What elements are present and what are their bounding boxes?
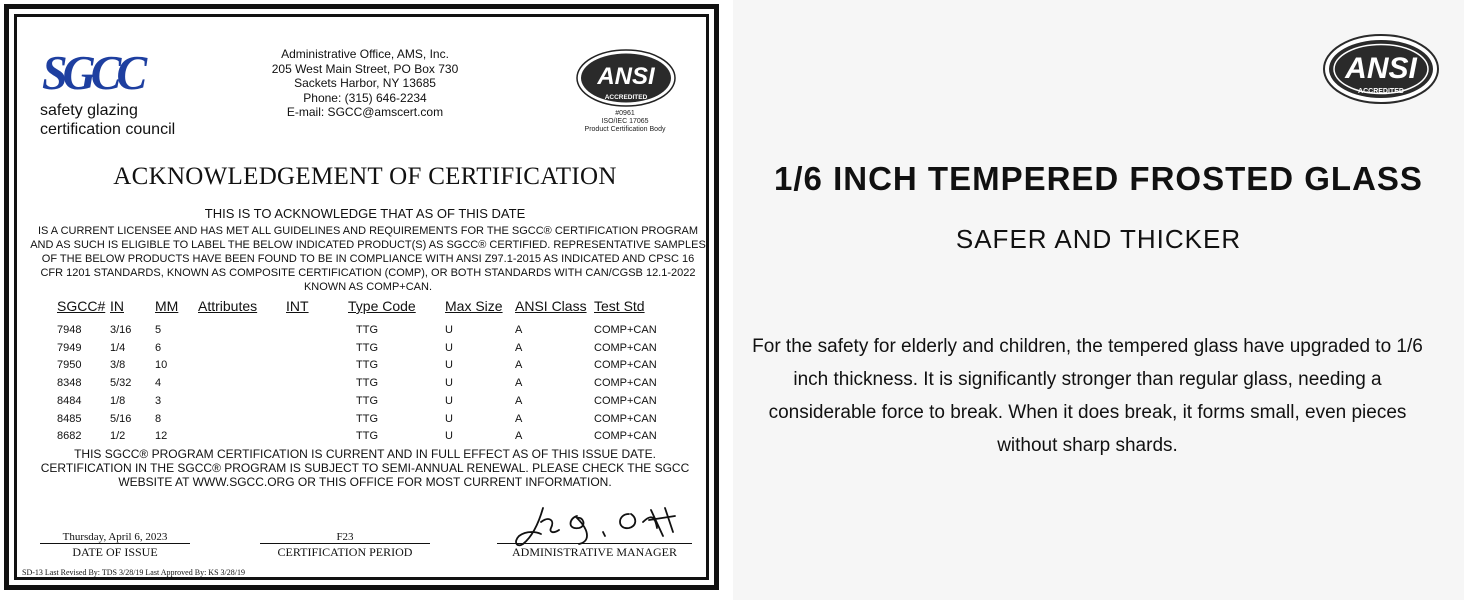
table-cell-test-standard: COMP+CAN: [594, 324, 657, 336]
table-header-max-size: Max Size: [445, 298, 503, 314]
table-cell-mm-thickness: 5: [155, 324, 162, 336]
ansi-caption-line: #0961: [615, 110, 635, 117]
table-cell-mm-thickness: 8: [155, 412, 162, 425]
table-cell-max-size: U: [445, 394, 453, 407]
table-cell-ansi-class: A: [515, 412, 523, 425]
table-header-attributes: Attributes: [198, 298, 258, 314]
certificate-intro-heading: THIS IS TO ACKNOWLEDGE THAT AS OF THIS DATE: [204, 206, 526, 221]
table-cell-sgcc-number: 7949: [57, 341, 82, 354]
table-cell-sgcc-number: 8682: [57, 430, 82, 443]
table-cell-mm-thickness: 4: [155, 377, 162, 390]
issue-date-label: DATE OF ISSUE: [72, 545, 158, 559]
ansi-accredited-badge-large: [1322, 33, 1440, 105]
certification-period-value: F23: [336, 531, 354, 543]
table-cell-max-size: U: [445, 412, 453, 425]
table-cell-mm-thickness: 6: [155, 341, 162, 354]
ansi-accredited-badge: [576, 49, 676, 107]
manager-label: ADMINISTRATIVE MANAGER: [512, 545, 677, 559]
table-cell-max-size: U: [445, 377, 453, 390]
office-line: 205 West Main Street, PO Box 730: [271, 61, 459, 76]
ansi-badge-caption: [575, 110, 675, 134]
table-cell-inch-thickness: 1/4: [110, 341, 126, 354]
ansi-caption-line: ISO/IEC 17065: [601, 118, 649, 125]
table-cell-mm-thickness: 3: [155, 394, 162, 407]
table-cell-inch-thickness: 5/32: [110, 377, 132, 390]
svg-text:ANSI: ANSI: [1345, 52, 1417, 85]
table-cell-test-standard: COMP+CAN: [594, 377, 657, 390]
table-cell-type-code: TTG: [356, 359, 378, 372]
product-subtitle: SAFER AND THICKER: [955, 224, 1242, 254]
table-cell-test-standard: COMP+CAN: [594, 412, 657, 425]
table-cell-sgcc-number: 8484: [57, 394, 82, 407]
table-cell-max-size: U: [445, 324, 453, 336]
table-cell-sgcc-number: 7950: [57, 359, 82, 372]
table-cell-test-standard: COMP+CAN: [594, 341, 657, 354]
table-cell-ansi-class: A: [515, 394, 523, 407]
table-cell-sgcc-number: 8348: [57, 377, 82, 390]
table-cell-inch-thickness: 3/8: [110, 359, 126, 372]
table-header-mm: MM: [155, 298, 179, 314]
table-cell-max-size: U: [445, 341, 453, 354]
certificate-title: ACKNOWLEDGEMENT OF CERTIFICATION: [113, 163, 617, 190]
table-cell-max-size: U: [445, 359, 453, 372]
table-cell-mm-thickness: 10: [155, 359, 168, 372]
table-cell-inch-thickness: 1/8: [110, 394, 126, 407]
table-cell-test-standard: COMP+CAN: [594, 394, 657, 407]
office-line: Administrative Office, AMS, Inc.: [281, 47, 449, 61]
certification-period-line: [260, 543, 430, 544]
table-cell-type-code: TTG: [356, 412, 378, 425]
sgcc-subtitle-line2: certification council: [40, 121, 176, 138]
product-description: For the safety for elderly and children, the tempered glass have upgraded to 1/6 inch thickness. It is significantly stronger than regular glass, needing a considerable force to break. When it does break, it forms small, even pieces without sharp shards.: [752, 336, 1423, 456]
svg-text:ANSI: ANSI: [597, 63, 655, 90]
table-cell-inch-thickness: 3/16: [110, 324, 132, 336]
table-cell-sgcc-number: 7948: [57, 324, 82, 336]
issue-date-value: Thursday, April 6, 2023: [62, 531, 168, 543]
table-cell-type-code: TTG: [356, 324, 378, 336]
office-line: Sackets Harbor, NY 13685: [294, 76, 436, 90]
revision-note: SD-13 Last Revised By: TDS 3/28/19 Last Approved By: KS 3/28/19: [22, 568, 245, 577]
certificate-intro-body: IS A CURRENT LICENSEE AND HAS MET ALL GUIDELINES AND REQUIREMENTS FOR THE SGCC® CERTIFICATION PROGRAM AND AS SUCH IS ELIGIBLE TO LABEL THE BELOW INDICATED PRODUCT(S) AS SGCC® CERTIFIED. REPRESENTATIVE SAMPLES OF THE BELOW PRODUCTS HAVE BEEN FOUND TO BE IN COMPLIANCE WITH ANSI Z97.1-2015 AS INDICATED AND CPSC 16 CFR 1201 STANDARDS, KNOWN AS COMPOSITE CERTIFICATION (COMP), OR BOTH STANDARDS WITH CAN/CGSB 12.1-2022 KNOWN AS COMP+CAN.: [30, 225, 706, 293]
table-cell-ansi-class: A: [515, 377, 523, 390]
office-email: E-mail: SGCC@amscert.com: [286, 105, 444, 119]
table-cell-type-code: TTG: [356, 394, 378, 407]
table-header-in: IN: [110, 298, 124, 314]
table-cell-sgcc-number: 8485: [57, 412, 82, 425]
table-cell-ansi-class: A: [515, 324, 523, 336]
table-header-test-std: Test Std: [594, 298, 645, 314]
office-address: [265, 47, 465, 120]
ansi-caption-line: Product Certification Body: [584, 126, 666, 133]
table-header-sgcc: SGCC#: [57, 298, 106, 314]
svg-text:ACCREDITED: ACCREDITED: [604, 94, 648, 101]
table-cell-type-code: TTG: [356, 430, 378, 443]
certificate-validity-notice: THIS SGCC® PROGRAM CERTIFICATION IS CURRENT AND IN FULL EFFECT AS OF THIS ISSUE DATE. CERTIFICATION IN THE SGCC® PROGRAM IS SUBJECT TO SEMI-ANNUAL RENEWAL. PLEASE CHECK THE SGCC WEBSITE AT WWW.SGCC.ORG OR THIS OFFICE FOR MOST CURRENT INFORMATION.: [40, 447, 690, 489]
table-cell-inch-thickness: 5/16: [110, 412, 132, 425]
table-cell-mm-thickness: 12: [155, 430, 168, 443]
table-cell-ansi-class: A: [515, 341, 523, 354]
certification-period-label: CERTIFICATION PERIOD: [277, 545, 413, 559]
sgcc-logo: SGCC: [42, 45, 143, 100]
svg-text:ACCREDITED: ACCREDITED: [1358, 88, 1404, 95]
table-header-int: INT: [286, 298, 309, 314]
table-cell-ansi-class: A: [515, 359, 523, 372]
product-title: 1/6 INCH TEMPERED FROSTED GLASS: [774, 160, 1423, 197]
office-phone: Phone: (315) 646-2234: [303, 90, 427, 105]
table-header-ansi-class: ANSI Class: [515, 298, 587, 314]
table-cell-ansi-class: A: [515, 430, 523, 443]
table-cell-test-standard: COMP+CAN: [594, 359, 657, 372]
issue-date-line: [40, 543, 190, 544]
table-cell-type-code: TTG: [356, 341, 378, 354]
table-cell-type-code: TTG: [356, 377, 378, 390]
manager-signature-line: [497, 543, 692, 544]
table-cell-max-size: U: [445, 430, 453, 443]
sgcc-subtitle-line1: safety glazing: [40, 102, 138, 119]
table-cell-test-standard: COMP+CAN: [594, 430, 657, 443]
sgcc-logo-subtitle: [40, 101, 175, 139]
table-cell-inch-thickness: 1/2: [110, 430, 126, 443]
table-header-type-code: Type Code: [348, 298, 416, 314]
